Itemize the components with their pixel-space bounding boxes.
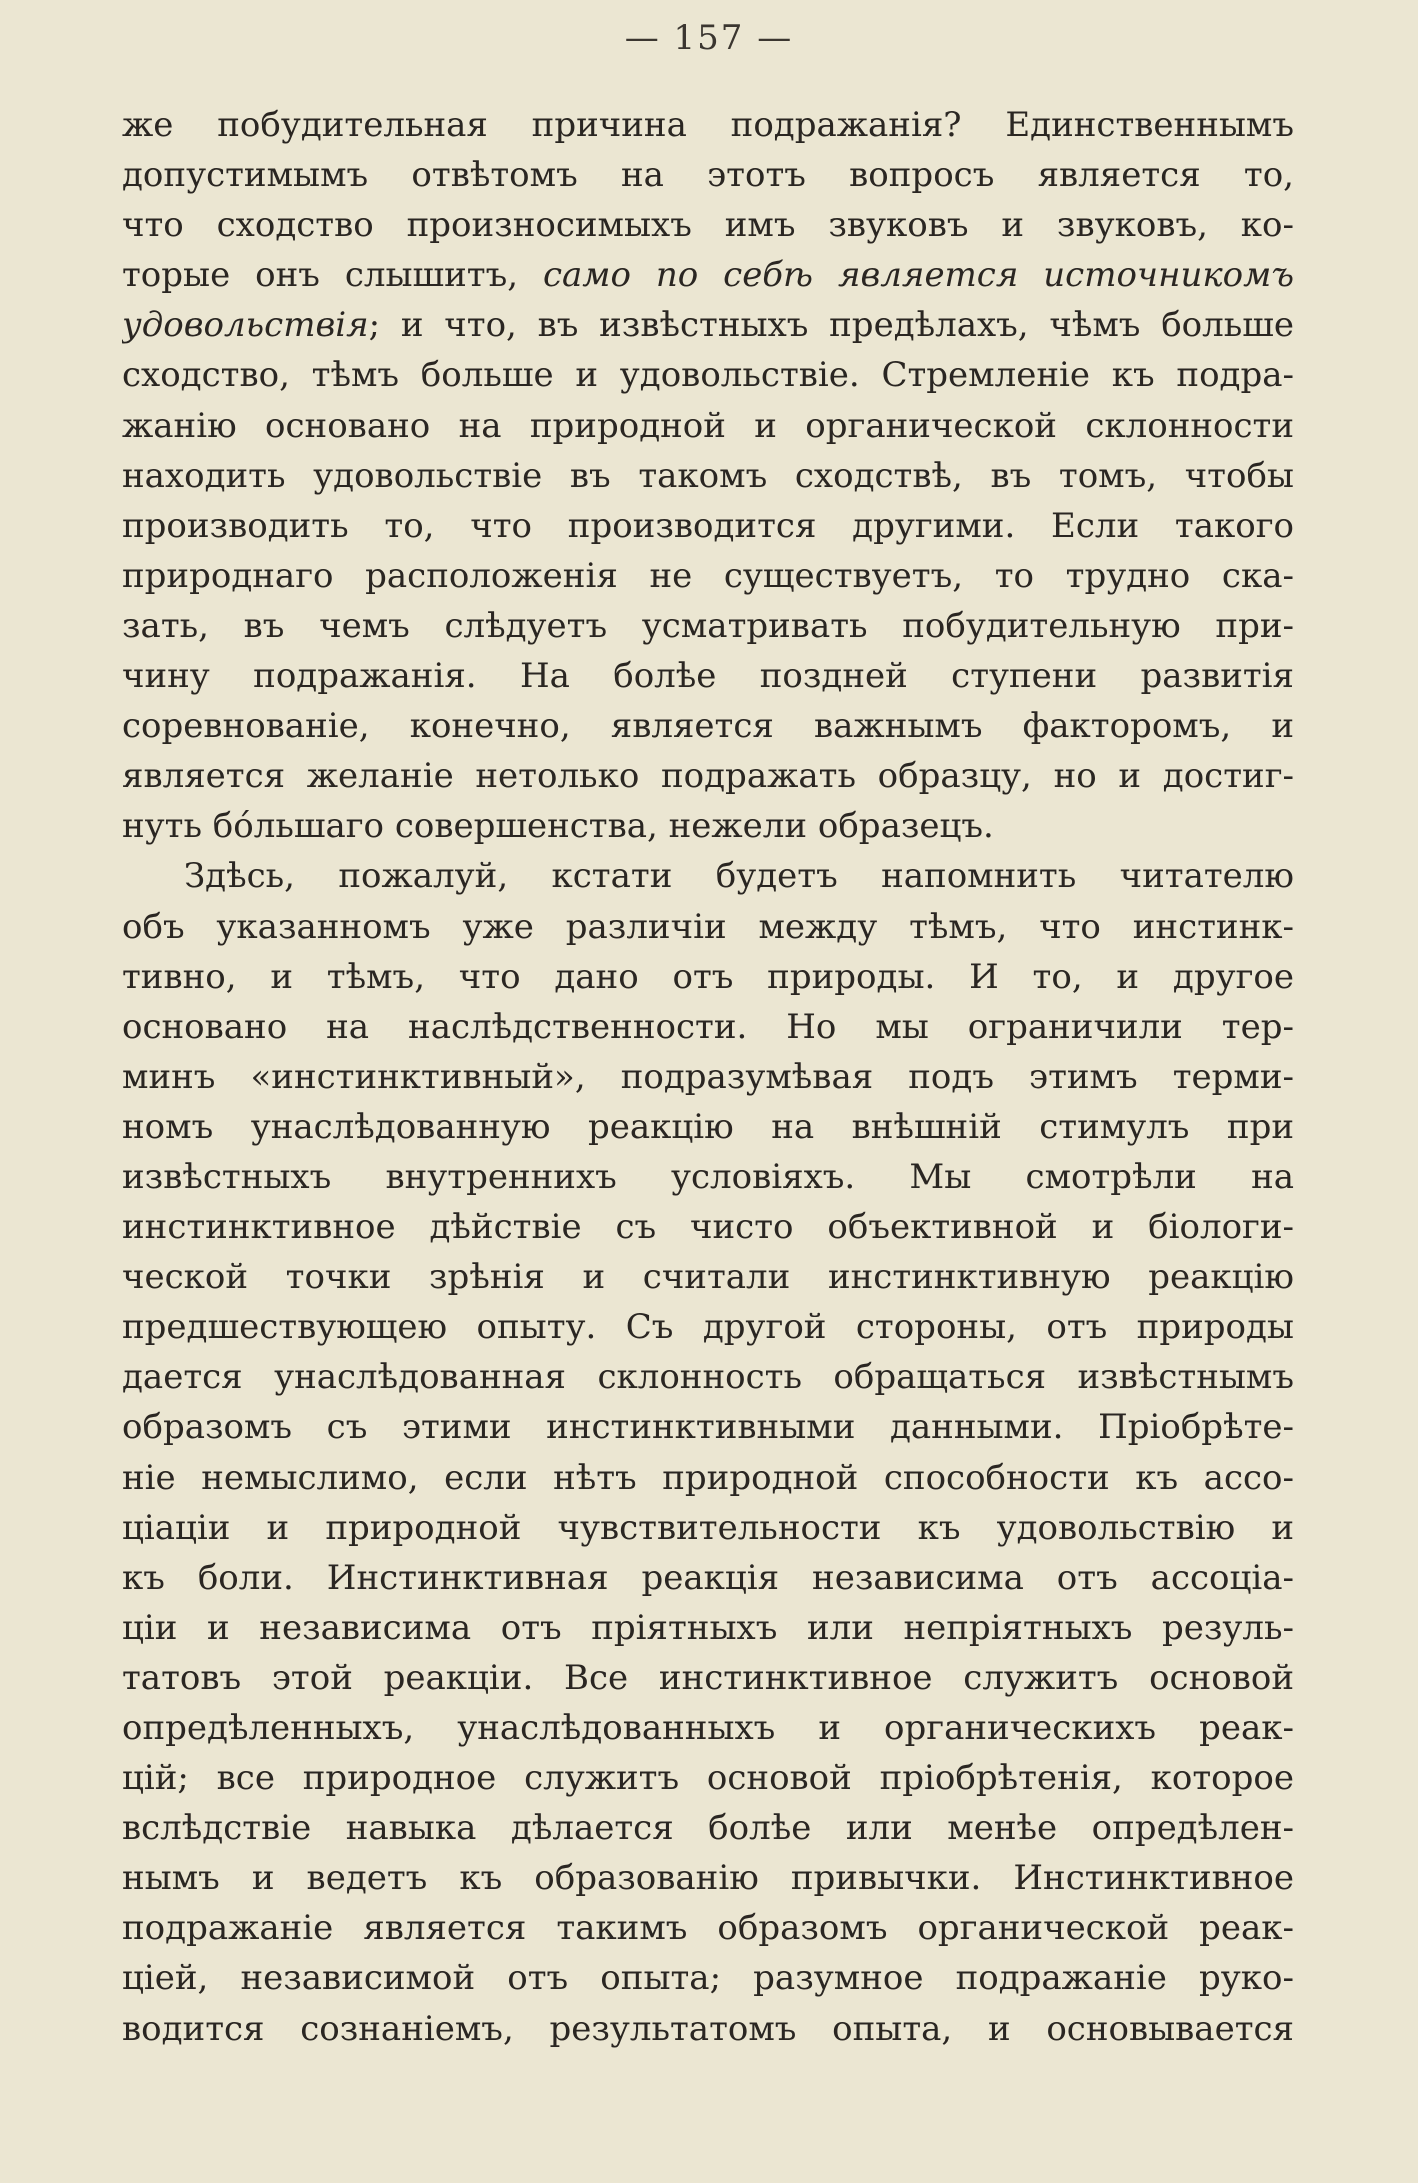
text-line: нымъ и ведетъ къ образованію привычки. Инстинктивное: [122, 1858, 1294, 1899]
text-line: природнаго расположенія не существуетъ, то трудно ска-: [122, 555, 1294, 596]
text-line: ніе немыслимо, если нѣтъ природной способности къ ассо-: [122, 1457, 1294, 1498]
text-line: ціи и независима отъ пріятныхъ или непріятныхъ резуль-: [122, 1607, 1294, 1648]
text-line: подражаніе является такимъ образомъ органической реак-: [122, 1908, 1294, 1949]
text-line: что сходство произносимыхъ имъ звуковъ и звуковъ, ко-: [122, 205, 1294, 246]
text-line: объ указанномъ уже различіи между тѣмъ, что инстинк-: [122, 906, 1294, 947]
text-line: [122, 250, 1294, 300]
text-line: чину подражанія. На болѣе поздней ступени развитія: [122, 656, 1294, 697]
text-line: соревнованіе, конечно, является важнымъ факторомъ, и: [122, 706, 1294, 747]
text-line: Здѣсь, пожалуй, кстати будетъ напомнить читателю: [184, 856, 1294, 897]
text-line: образомъ съ этими инстинктивными данными. Пріобрѣте-: [122, 1407, 1294, 1448]
text-line: сходство, тѣмъ больше и удовольствіе. Стремленіе къ подра-: [122, 355, 1294, 396]
text-line: нуть бóльшаго совершенства, нежели образецъ.: [122, 806, 994, 847]
text-line: ціей, независимой отъ опыта; разумное подражаніе руко-: [122, 1958, 1294, 1999]
italic-emphasis: само по себѣ является источникомъ: [542, 255, 1294, 296]
italic-emphasis: удовольствія: [122, 305, 369, 346]
text-line: минъ «инстинктивный», подразумѣвая подъ этимъ терми-: [122, 1056, 1294, 1097]
text-line: вслѣдствіе навыка дѣлается болѣе или менѣе опредѣлен-: [122, 1808, 1294, 1849]
text-line: водится сознаніемъ, результатомъ опыта, и основывается: [122, 2008, 1294, 2049]
text-segment: торые онъ слышитъ,: [122, 255, 543, 296]
text-line: жанію основано на природной и органической склонности: [122, 405, 1294, 446]
text-line: производить то, что производится другими. Если такого: [122, 505, 1294, 546]
text-line: предшествующею опыту. Съ другой стороны, отъ природы: [122, 1307, 1294, 1348]
text-line: къ боли. Инстинктивная реакція независима отъ ассоціа-: [122, 1557, 1294, 1598]
text-line: же побудительная причина подражанія? Единственнымъ: [122, 105, 1294, 145]
text-line: извѣстныхъ внутреннихъ условіяхъ. Мы смотрѣли на: [122, 1156, 1294, 1197]
text-line: основано на наслѣдственности. Но мы ограничили тер-: [122, 1006, 1294, 1047]
page-number: — 157 —: [624, 18, 794, 58]
text-line: является желаніе нетолько подражать образцу, но и достиг-: [122, 756, 1294, 797]
text-line: допустимымъ отвѣтомъ на этотъ вопросъ является то,: [122, 155, 1294, 196]
text-line: тивно, и тѣмъ, что дано отъ природы. И то, и другое: [122, 956, 1294, 997]
text-line: ческой точки зрѣнія и считали инстинктивную реакцію: [122, 1257, 1294, 1298]
text-line: инстинктивное дѣйствіе съ чисто объективной и біологи-: [122, 1207, 1294, 1248]
text-line: [122, 300, 1294, 350]
body-text: [122, 100, 1294, 2054]
text-line: опредѣленныхъ, унаслѣдованныхъ и органическихъ реак-: [122, 1708, 1294, 1748]
text-line: дается унаслѣдованная склонность обращаться извѣстнымъ: [122, 1357, 1294, 1398]
text-line: татовъ этой реакціи. Все инстинктивное служитъ основой: [122, 1657, 1294, 1698]
text-line: цій; все природное служитъ основой пріобрѣтенія, которое: [122, 1758, 1294, 1799]
text-line: находить удовольствіе въ такомъ сходствѣ, въ томъ, чтобы: [122, 455, 1294, 496]
text-line: зать, въ чемъ слѣдуетъ усматривать побудительную при-: [122, 605, 1294, 646]
text-segment: ; и что, въ извѣстныхъ предѣлахъ, чѣмъ больше: [368, 305, 1294, 346]
text-line: ціаціи и природной чувствительности къ удовольствію и: [122, 1507, 1294, 1548]
text-line: номъ унаслѣдованную реакцію на внѣшній стимулъ при: [122, 1106, 1294, 1147]
